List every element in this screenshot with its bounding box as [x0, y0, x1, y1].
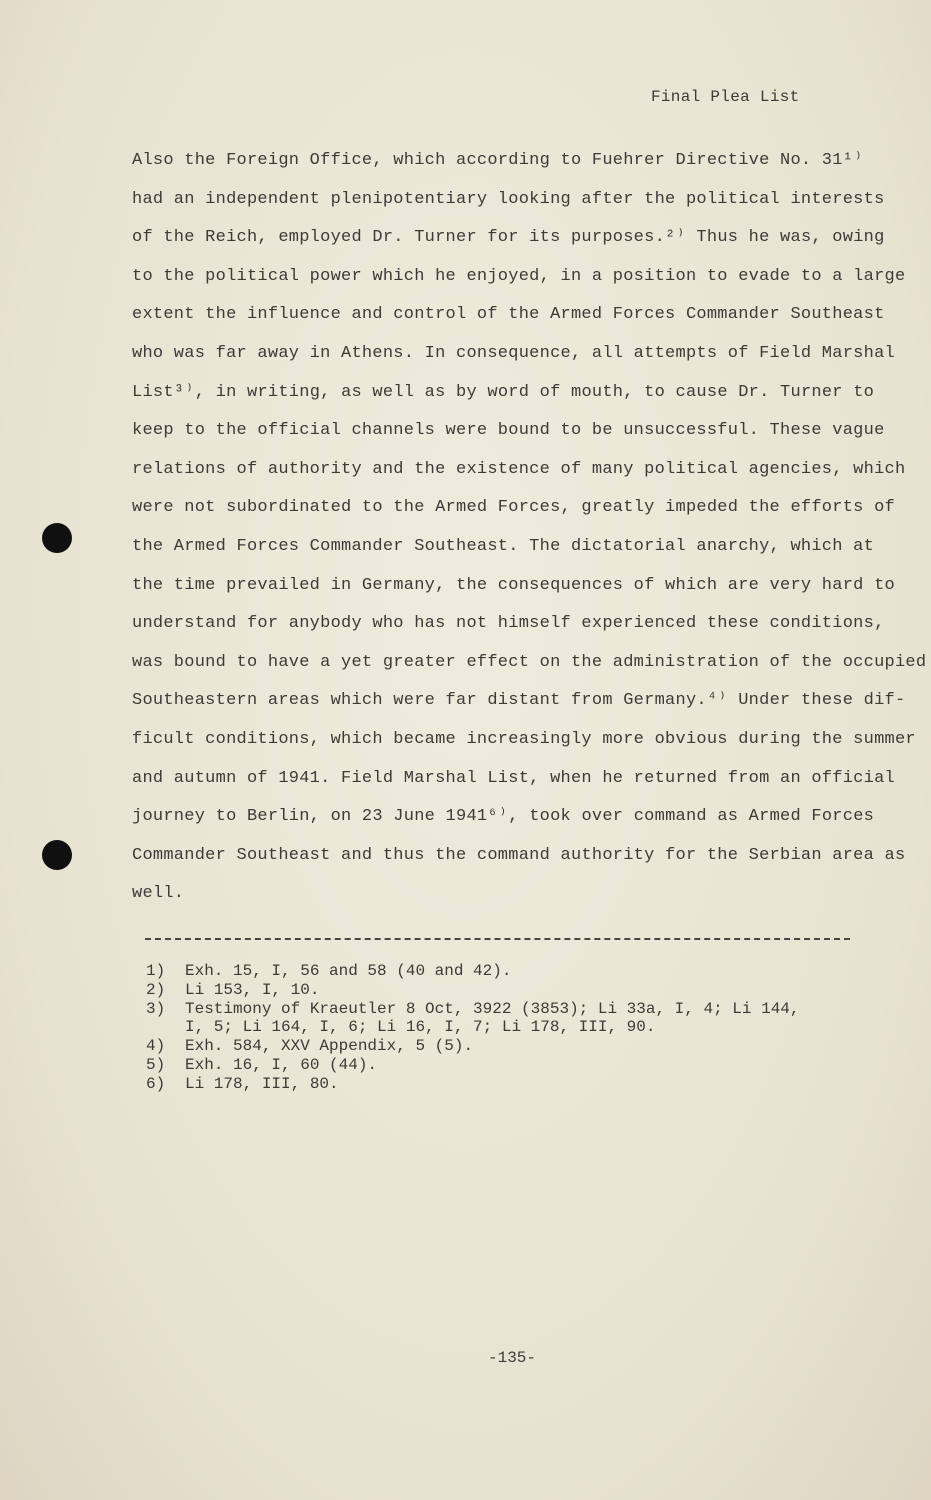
body-line: List³⁾, in writing, as well as by word of mouth, to cause Dr. Turner to	[132, 382, 875, 402]
footnote-text: Exh. 584, XXV Appendix, 5 (5).	[185, 1037, 474, 1056]
body-line: the Armed Forces Commander Southeast. The dictatorial anarchy, which at	[132, 536, 875, 556]
footnote-item	[146, 1000, 846, 1019]
body-line: ficult conditions, which became increasingly more obvious during the summer	[132, 729, 916, 749]
body-line: Commander Southeast and thus the command authority for the Serbian area as	[132, 845, 906, 865]
page-header: Final Plea List	[651, 88, 800, 106]
body-line: were not subordinated to the Armed Forces, greatly impeded the efforts of	[132, 498, 895, 518]
footnote-number: 2)	[146, 980, 166, 999]
body-line: extent the influence and control of the Armed Forces Commander Southeast	[132, 305, 885, 325]
footnote-text: Exh. 16, I, 60 (44).	[185, 1055, 378, 1074]
footnote-number: 5)	[146, 1055, 166, 1074]
footnote-continuation: I, 5; Li 164, I, 6; Li 16, I, 7; Li 178, III, 90.	[185, 1018, 656, 1037]
body-line: and autumn of 1941. Field Marshal List, when he returned from an official	[132, 768, 895, 788]
punch-hole-lower	[42, 840, 72, 870]
body-line: had an independent plenipotentiary looking after the political interests	[132, 189, 885, 209]
body-line: journey to Berlin, on 23 June 1941⁶⁾, took over command as Armed Forces	[132, 807, 875, 827]
punch-hole-upper	[42, 523, 72, 553]
body-line: was bound to have a yet greater effect on the administration of the occupied	[132, 652, 927, 672]
footnote-item	[146, 1056, 846, 1075]
footnote-number: 4)	[146, 1037, 166, 1056]
body-line: understand for anybody who has not himself experienced these conditions,	[132, 614, 885, 634]
footnote-item	[146, 962, 846, 981]
body-line: of the Reich, employed Dr. Turner for its purposes.²⁾ Thus he was, owing	[132, 228, 885, 248]
body-line: who was far away in Athens. In consequence, all attempts of Field Marshal	[132, 343, 895, 363]
footnotes	[146, 962, 846, 1094]
body-line: relations of authority and the existence of many political agencies, which	[132, 459, 906, 479]
footnote-text: Li 153, I, 10.	[185, 980, 320, 999]
footnote-divider	[145, 938, 850, 940]
body-line: well.	[132, 884, 185, 904]
footnote-number: 3)	[146, 999, 166, 1018]
footnote-number: 6)	[146, 1074, 166, 1093]
footnote-text: Exh. 15, I, 56 and 58 (40 and 42).	[185, 962, 512, 980]
body-line: to the political power which he enjoyed, in a position to evade to a large	[132, 266, 906, 286]
body-line: keep to the official channels were bound to be unsuccessful. These vague	[132, 421, 885, 441]
footnote-text: Li 178, III, 80.	[185, 1074, 339, 1093]
footnote-number: 1)	[146, 962, 166, 980]
footnote-item	[146, 981, 846, 1000]
body-line: Also the Foreign Office, which according to Fuehrer Directive No. 31¹⁾	[132, 151, 864, 170]
body-line: the time prevailed in Germany, the consequences of which are very hard to	[132, 575, 895, 595]
body-line: Southeastern areas which were far distant from Germany.⁴⁾ Under these dif-	[132, 691, 906, 711]
body-text	[132, 142, 927, 914]
footnote-item	[146, 1075, 846, 1094]
page-number: -135-	[488, 1349, 537, 1367]
footnote-item	[146, 1037, 846, 1056]
footnote-text: Testimony of Kraeutler 8 Oct, 3922 (3853); Li 33a, I, 4; Li 144,	[185, 999, 800, 1018]
